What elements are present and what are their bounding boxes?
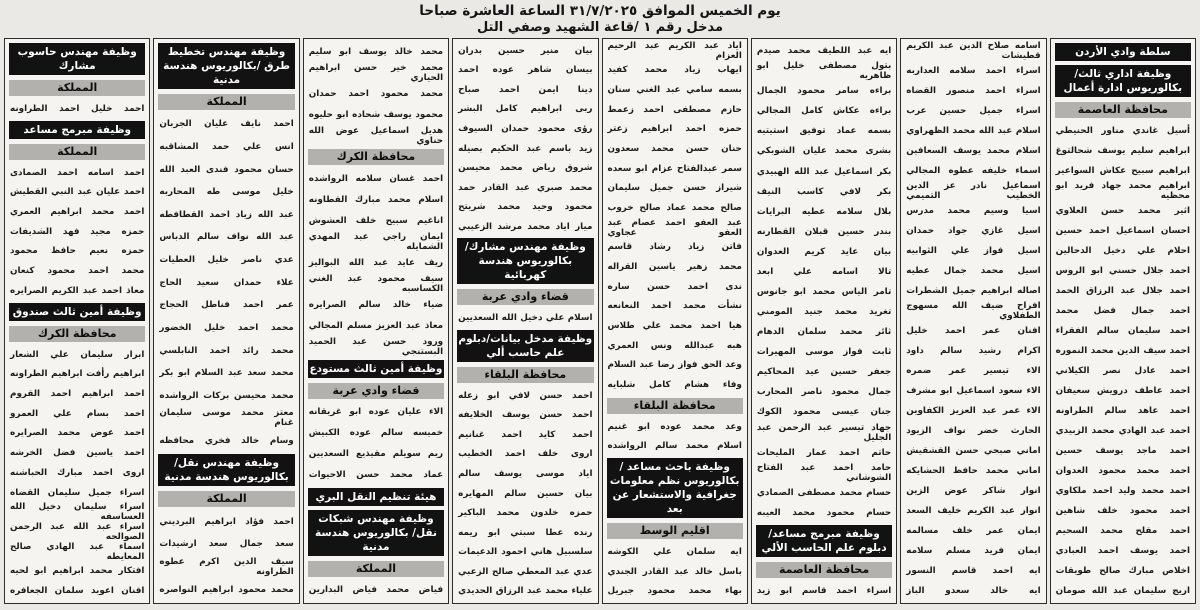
name-row: محمد زهير ياسين القراله xyxy=(607,262,742,273)
name-row: الاء تيسير عمر ضمره xyxy=(906,366,1041,376)
column-2 xyxy=(900,38,1046,604)
page-header xyxy=(0,0,1200,38)
name-row: بكر لافي كاسب النيف xyxy=(756,186,892,197)
name-row: بسمه سامي عبد الغني سنان xyxy=(607,85,742,96)
name-row: ريم سويلم مقيذيع السعديين xyxy=(308,449,444,460)
name-row: وفاء هشام كامل شلبايه xyxy=(607,379,742,390)
name-row: محمود يوسف شحاده ابو حليوه xyxy=(308,109,444,120)
names-group xyxy=(308,41,444,146)
name-row: عمر احمد فناطل الحجاج xyxy=(159,300,294,311)
name-row: عبد العفو احمد عصام عبد العفو عجاوي xyxy=(607,217,742,238)
name-row: خميسه سالم عوده الكبيش xyxy=(308,428,444,439)
name-row: ربى ابراهيم كامل البشر xyxy=(458,104,593,115)
name-row: اسلام عبد الله محمد الظهراوي xyxy=(906,126,1041,136)
name-row: ريف عايد عبد الله البواليز xyxy=(308,257,444,268)
name-row: عدي عبد المعطي صالح الزعبي xyxy=(458,566,593,577)
name-row: احمد غسان سلامه الرواشده xyxy=(308,173,444,184)
region-header: قضاء وادي عربة xyxy=(308,383,444,399)
name-row: حسان محمود فندى العبد الله xyxy=(159,164,294,175)
name-row: احمد جلال حسني ابو الروس xyxy=(1055,266,1190,276)
header-venue-line: مدخل رقم ١ /قاعة الشهيد وصفي التل xyxy=(476,20,724,35)
header-date-line: يوم الخميس الموافق ٣١/٧/٢٠٢٥ الساعة العاشرة صباحا xyxy=(419,3,781,19)
name-row: احمد يوسف احمد العبادي xyxy=(1055,546,1190,556)
names-group xyxy=(308,402,444,486)
name-row: الاء عليان عوده ابو غريقانه xyxy=(308,407,444,418)
name-row: هبه عبدالله ونس العمري xyxy=(607,340,742,351)
name-row: رؤى محمود حمدان السيوف xyxy=(458,123,593,134)
name-row: ايمان فريد مسلم سلامه xyxy=(906,546,1041,556)
name-row: جعفر حسين عيد المحاكيم xyxy=(756,367,892,378)
name-row: محمد صبري عبد القادر حمد xyxy=(458,182,593,193)
name-row: وسام خالد فخري محافظه xyxy=(159,436,294,447)
name-row: حمزه نعيم حافظ محمود xyxy=(10,246,145,257)
name-row: احمد سليمان سالم الفقراء xyxy=(1055,326,1190,336)
column-5 xyxy=(452,38,598,604)
name-row: اصاله ابراهيم جميل الشطرات xyxy=(906,286,1041,296)
name-row: الاء سعود اسماعيل ابو مشرف xyxy=(906,386,1041,396)
name-row: اسراء سليمان دخيل الله العساسفه xyxy=(10,502,145,523)
name-row: وعد محمد عوده ابو غنيم xyxy=(607,421,742,432)
name-row: ثابت فواز موسى المهيرات xyxy=(756,347,892,358)
name-row: معاذ احمد عبد الكريم الصرايره xyxy=(10,285,145,296)
name-row: احمد عادل نصر الكيلاني xyxy=(1055,366,1190,376)
name-row: ايه خالد سعدو الباز xyxy=(906,586,1041,596)
names-group xyxy=(158,510,294,601)
name-row: اسماء خليفه عطوه المجالي xyxy=(906,166,1041,176)
name-row: ضياء خالد سالم الصرايره xyxy=(308,300,444,311)
name-row: بلال سلامه عطيه البرايات xyxy=(756,206,892,217)
names-group xyxy=(457,41,593,236)
name-row: اسراء جميل سليمان القضاه xyxy=(10,487,145,498)
name-row: عبد الله نواف سالم الدباس xyxy=(159,232,294,243)
names-group xyxy=(457,386,593,601)
name-row: احمد محمود خلف شاهين xyxy=(1055,506,1190,516)
name-row: حمزه مجيد فهد الشديفات xyxy=(10,226,145,237)
name-row: احمد جلال عبد الرزاق الحمد xyxy=(1055,286,1190,296)
name-row: ابراهيم رأفت ابراهيم الطراونه xyxy=(10,369,145,380)
name-row: محمد خير حسن ابراهيم الحياري xyxy=(308,62,444,83)
region-header: المملكة xyxy=(158,94,294,110)
column-4 xyxy=(602,38,748,604)
name-row: براءه سامر محمود الجمال xyxy=(756,86,892,97)
name-row: حنان حسن محمد سعدون xyxy=(607,144,742,155)
name-row: افنان عمر احمد خليل xyxy=(906,326,1041,336)
name-row: عبد الله زياد احمد القطافطه xyxy=(159,209,294,220)
name-row: بكر اسماعيل عبد الله الهبيدي xyxy=(756,166,892,177)
job-title-header: وظيفة مهندس مشارك/ بكالوريوس هندسة كهربائية xyxy=(457,238,593,284)
name-row: احمد بسام علي العمرو xyxy=(10,408,145,419)
name-row: محمد رائد احمد النابلسي xyxy=(159,345,294,356)
name-row: ايمان عمر خلف مسالمه xyxy=(906,526,1041,536)
name-row: اسيل فواز علي الثوابيه xyxy=(906,246,1041,256)
name-row: ندى احمد حسن ساره xyxy=(607,281,742,292)
name-row: اماني محمد حافظ الحشايكه xyxy=(906,466,1041,476)
name-row: انوار عبد الكريم خليف السعد xyxy=(906,506,1041,516)
name-row: باسل خالد عبد القادر الجندي xyxy=(607,566,742,577)
name-row: اسراء احمد منصور القضاه xyxy=(906,86,1041,96)
name-row: احمد حسن يوسف الخلايفه xyxy=(458,410,593,421)
region-header: محافظة الكرك xyxy=(9,326,145,342)
name-row: بيان منير حسين بدران xyxy=(458,45,593,56)
name-row: احمد ماجد يوسف حسين xyxy=(1055,446,1190,456)
name-row: احمد جمال فضل محمد xyxy=(1055,306,1190,316)
name-row: بهاء محمد محمود جبريل xyxy=(607,586,742,597)
name-row: حامد احمد عبد الفتاح الشوشاني xyxy=(756,462,892,483)
name-row: بشرى محمد عليان الشوبكي xyxy=(756,146,892,157)
name-row: اروى خلف احمد الخطيب xyxy=(458,449,593,460)
name-row: اسامه صلاح الدين عبد الكريم قطيشات xyxy=(906,41,1041,61)
names-group xyxy=(9,163,145,301)
region-header: المملكة xyxy=(9,144,145,160)
names-group xyxy=(607,41,743,395)
name-row: محمد سعد عبد السلام ابو بكر xyxy=(159,368,294,379)
name-row: اسلام محمد سالم الرواشده xyxy=(607,441,742,452)
column-8 xyxy=(4,38,150,604)
name-row: تغريد محمد جنيد المومني xyxy=(756,307,892,318)
job-title-header: وظيفة مبرمج مساعد/دبلوم علم الحاسب الألي xyxy=(756,525,892,557)
job-title-header: وظيفة أمين ثالث مستودع xyxy=(308,360,444,378)
name-row: اياد عبد الكريم عبد الرحيم العزام xyxy=(607,41,742,61)
name-row: وعد الحق فواز رضا عبد السلام xyxy=(607,360,742,371)
name-row: عماد محمد حسن الاحيوات xyxy=(308,470,444,481)
name-row: جنان عيسى محمود الكوك xyxy=(756,407,892,418)
name-row: احمد نايف عليان الجربان xyxy=(159,119,294,130)
name-row: اسلام محمد يوسف السعافين xyxy=(906,146,1041,156)
region-header: محافظة العاصمة xyxy=(1055,102,1191,118)
name-row: احمد عاهد سالم الطراونه xyxy=(1055,406,1190,416)
region-header: محافظة البلقاء xyxy=(457,367,593,383)
name-row: احسان اسماعيل احمد حسين xyxy=(1055,226,1190,236)
name-row: علاء حمدان سعيد الحاج xyxy=(159,277,294,288)
name-row: احلام علي دخيل الدحالين xyxy=(1055,246,1190,256)
job-title-header: وظيفة مهندس شبكات نقل/ بكالوريوس هندسة مدنية xyxy=(308,510,444,556)
name-row: حسام محمود محمد العيبه xyxy=(756,507,892,518)
column-7 xyxy=(153,38,299,604)
name-row: ابراهيم سبيح عكاش السواعير xyxy=(1055,166,1190,176)
names-group xyxy=(9,99,145,119)
name-row: ابراهيم سليم يوسف شحالتوغ xyxy=(1055,146,1190,156)
name-row: الحارث خضر نواف الزيود xyxy=(906,426,1041,436)
name-row: ايه عبد اللطيف محمد صيدم xyxy=(756,46,892,57)
name-row: أسيل غاندي مناور الحنيطي xyxy=(1055,126,1190,136)
region-header: محافظة الكرك xyxy=(308,149,444,165)
job-title-header: وظيفة اداري ثالث/ بكالوريوس ادارة أعمال xyxy=(1055,65,1191,97)
name-row: فياض محمد فياض البدارين xyxy=(308,585,444,596)
name-row: ميار اياد محمد مرشد الزعيبي xyxy=(458,221,593,232)
name-row: بيان عايد كريم العدوان xyxy=(756,246,892,257)
name-row: سعد جمال سعد ارشيدات xyxy=(159,539,294,550)
name-row: سمر عبدالفتاح عزام ابو سعده xyxy=(607,163,742,174)
name-row: الاء عمر عبد العزيز الكفاوين xyxy=(906,406,1041,416)
name-row: اسراء احمد سلامه العداربه xyxy=(906,66,1041,76)
names-group xyxy=(158,113,294,452)
name-row: سيف الدين اكرم عطوه الطراونه xyxy=(159,557,294,578)
names-group xyxy=(756,581,892,601)
name-row: احمد ابراهيم احمد القروم xyxy=(10,389,145,400)
name-row: اماني صبحي حسن القشقيش xyxy=(906,446,1041,456)
name-row: ابرار سليمان علي الشعار xyxy=(10,349,145,360)
name-row: احمد محمد وليد احمد ملكاوي xyxy=(1055,486,1190,496)
name-row: بيان حسين سالم المهايره xyxy=(458,488,593,499)
names-group xyxy=(607,542,743,601)
name-row: تامر الياس محمد ابو جانوس xyxy=(756,286,892,297)
organization-header: هيئة تنظيم النقل البري xyxy=(308,488,444,506)
name-row: احمد سيف الدين محمد النموره xyxy=(1055,346,1190,356)
name-row: اياد موسى يوسف سالم xyxy=(458,468,593,479)
name-row: محمد محيسن بركات الرواشده xyxy=(159,390,294,401)
job-title-header: وظيفة مبرمج مساعد xyxy=(9,121,145,139)
name-row: احمد محمد ابراهيم العمري xyxy=(10,207,145,218)
name-row: صالح محمد عماد صالح خروب xyxy=(607,203,742,214)
name-row: زيد باسم عبد الحكيم بصيله xyxy=(458,143,593,154)
name-row: معاذ عبد العزيز مسلم المجالي xyxy=(308,321,444,332)
name-row: رنده عطا سبتي ابو ريمه xyxy=(458,527,593,538)
name-row: هيا احمد محمد علي طلاس xyxy=(607,321,742,332)
name-row: محمد خالد يوسف ابو سليم xyxy=(308,46,444,57)
name-row: سيف محمود عبد الغني الكساسبه xyxy=(308,274,444,295)
job-title-header: وظيفة مهندس تخطيط طرق /بكالوريوس هندسة مدنية xyxy=(158,43,294,89)
name-row: اسلام محمد مبارك القطاونه xyxy=(308,194,444,205)
name-row: احمد خليل احمد الطراونه xyxy=(10,103,145,114)
name-row: احمد عاطف درويش سعيفان xyxy=(1055,386,1190,396)
name-row: اسلام علي دخيل الله السعديين xyxy=(458,313,593,324)
name-row: اكرام رشيد سالم داود xyxy=(906,346,1041,356)
name-row: احمد محمد محمود العدوان xyxy=(1055,466,1190,476)
name-row: فاتن زياد رشاد قاسم xyxy=(607,242,742,253)
name-row: حمزه احمد ابراهيم زعتر xyxy=(607,124,742,135)
name-row: ايمان راجي عبد المهدي الشمايله xyxy=(308,231,444,252)
names-group xyxy=(607,417,743,456)
name-row: حسام محمد مصطفى الصمادي xyxy=(756,487,892,498)
name-row: انس علي حمد المشاقبه xyxy=(159,141,294,152)
name-row: بتول مصطفى خليل ابو ظاهريه xyxy=(756,61,892,82)
name-row: بسمه عماد توفيق استيتيه xyxy=(756,126,892,137)
name-row: اسماعيل نادر عز الدين الخطيب التميمي xyxy=(906,181,1041,201)
job-title-header: وظيفة أمين ثالث صندوق xyxy=(9,303,145,321)
name-row: تالا اسامه علي ابعد xyxy=(756,266,892,277)
name-row: علياء محمد عبد الرزاق الحديدي xyxy=(458,586,593,597)
name-row: اسراء عبد الله عبد الرحمن الصوالحه xyxy=(10,522,145,542)
name-row: اخلاص مبارك صالح طويقات xyxy=(1055,566,1190,576)
name-row: معتز محمد موسى سليمان غنام xyxy=(159,408,294,429)
name-row: احمد عليان عبد النبي القطيش xyxy=(10,187,145,198)
names-group xyxy=(9,345,145,601)
name-row: بندر حسين قبلان القطارنه xyxy=(756,226,892,237)
name-row: شيراز حسن جميل سليمان xyxy=(607,183,742,194)
column-6 xyxy=(303,38,449,604)
name-row: ابراهيم محمد جهاد فريد ابو محظيه xyxy=(1055,181,1190,201)
name-row: اسيل محمد جمال عطيه xyxy=(906,266,1041,276)
name-row: عدي ناصر خليل العطيات xyxy=(159,255,294,266)
name-row: اناغيم سبيح خلف العشوش xyxy=(308,215,444,226)
name-row: احمد اسامه احمد الصمادى xyxy=(10,167,145,178)
job-title-header: وظيفة مهندس حاسوب مشارك xyxy=(9,43,145,75)
name-row: ايهاب زياد محمد كفيد xyxy=(607,65,742,76)
name-row: اسيل غازي جواد حمدان xyxy=(906,226,1041,236)
name-row: دينا ايمن احمد صباح xyxy=(458,84,593,95)
name-row: اروى احمد مبارك الحباشنه xyxy=(10,467,145,478)
region-header: المملكة xyxy=(158,491,294,507)
name-row: احمد ياسين فضل الخرشه xyxy=(10,448,145,459)
name-row: احمد فؤاد ابراهيم البرديني xyxy=(159,516,294,527)
name-row: جهاد تيسير عبد الرحمن عبد الجليل xyxy=(756,422,892,443)
organization-header: سلطة وادي الأردن xyxy=(1055,43,1191,61)
column-3 xyxy=(751,38,897,604)
name-row: محمد احمد محمود كنعان xyxy=(10,266,145,277)
name-row: افنان اعويد سلمان الجعافره xyxy=(10,586,145,597)
name-row: انوار شاكر عوض الزين xyxy=(906,486,1041,496)
name-row: اثير محمد حسن العلاوي xyxy=(1055,206,1190,216)
name-row: هديل اسماعيل عوض الله حناوي xyxy=(308,125,444,146)
name-row: شروق رياض محمد محيسن xyxy=(458,163,593,174)
job-title-header: وظيفة مدخل بيانات/دبلوم علم حاسب ألي xyxy=(457,330,593,362)
name-row: محمود وحيد محمد شريتح xyxy=(458,202,593,213)
name-row: احمد حسن لافي ابو زعله xyxy=(458,390,593,401)
name-row: حازم مصطفى احمد زعمط xyxy=(607,104,742,115)
name-row: احمد كايد احمد غنانيم xyxy=(458,429,593,440)
name-row: افراح ضيف الله مسهوج الطفلاوي xyxy=(906,301,1041,321)
name-row: براءه عكاش كامل المجالي xyxy=(756,106,892,117)
job-title-header: وظيفة مهندس نقل/ بكالوريوس هندسة مدنية xyxy=(158,454,294,486)
name-row: ثائر محمد سلمان الدهام xyxy=(756,327,892,338)
names-group xyxy=(905,41,1041,601)
name-row: احمد عوض محمد الصرايره xyxy=(10,428,145,439)
name-row: اسيا وسيم محمد مدرس xyxy=(906,206,1041,216)
name-row: احمد مقلح محمد السحيم xyxy=(1055,526,1190,536)
names-group xyxy=(756,41,892,523)
name-row: خليل موسى طه المحاربه xyxy=(159,187,294,198)
name-row: حاتم احمد عمار المليحات xyxy=(756,447,892,458)
name-row: اريج سليمان عبد الله صومان xyxy=(1055,586,1190,596)
names-group xyxy=(1055,121,1191,601)
name-row: ايه احمد قاسم النسور xyxy=(906,566,1041,576)
region-header: قضاء وادي عربة xyxy=(457,289,593,305)
names-group xyxy=(308,168,444,357)
name-row: محمد محمود احمد حمدان xyxy=(308,88,444,99)
name-row: جمال محمود ناصر المحارب xyxy=(756,387,892,398)
name-row: اسماء عبد الهادي صالح المعايطه xyxy=(10,541,145,562)
column-1 xyxy=(1050,38,1196,604)
name-row: بيسان شاهر عوده احمد xyxy=(458,65,593,76)
name-row: محمد محمود ابراهيم النواصره xyxy=(159,584,294,595)
names-group xyxy=(457,308,593,328)
job-title-header: وظيفة باحث مساعد / بكالوريوس نظم معلومات جغرافية والاستشعار عن بعد xyxy=(607,458,743,518)
name-row: احمد عبد الهادي محمد الزبيدي xyxy=(1055,426,1190,436)
name-row: حمزه خلدون محمد الباكير xyxy=(458,508,593,519)
region-header: محافظة العاصمة xyxy=(756,562,892,578)
region-header: اقليم الوسط xyxy=(607,523,743,539)
names-group xyxy=(308,580,444,601)
region-header: المملكة xyxy=(308,561,444,577)
name-row: سلسبيل هاني احمود الدعيمات xyxy=(458,547,593,558)
name-row: ورود حسن عبد الحميد البستنجي xyxy=(308,337,444,358)
region-header: المملكة xyxy=(9,80,145,96)
columns-container xyxy=(0,38,1200,604)
name-row: اسراء احمد قاسم ابو زيد xyxy=(756,585,892,596)
name-row: محمد احمد خليل الخضور xyxy=(159,322,294,333)
name-row: اسراء جميل حسين عرب xyxy=(906,106,1041,116)
region-header: محافظة البلقاء xyxy=(607,398,743,414)
name-row: ايه سلمان علي الكوشه xyxy=(607,546,742,557)
name-row: نشأت محمد احمد النعانعه xyxy=(607,301,742,312)
name-row: افتكار محمد ابراهيم ابو لحيه xyxy=(10,566,145,577)
